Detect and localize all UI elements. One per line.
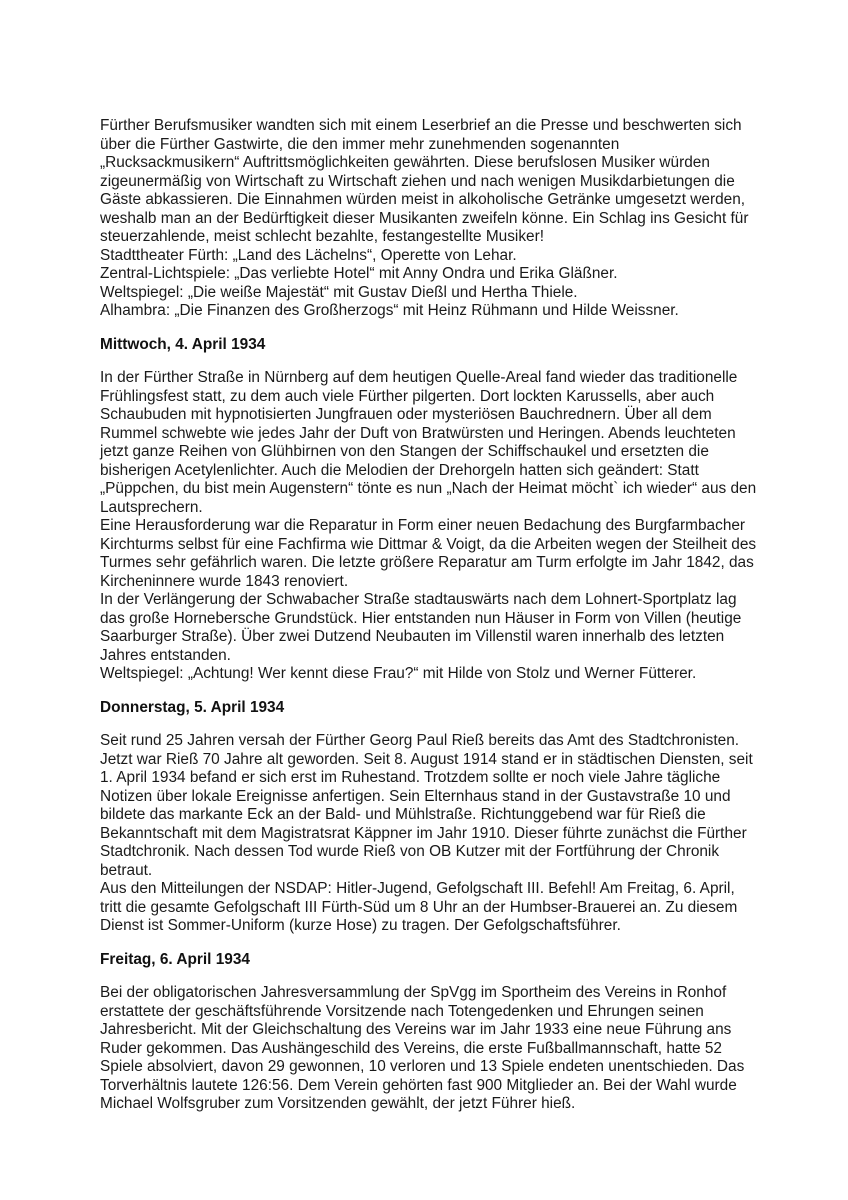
paragraph-nsdap-mitteilungen: Aus den Mitteilungen der NSDAP: Hitler-Jugend, Gefolgschaft III. Befehl! Am Freitag, 6. April, tritt die gesamte Gefolgschaft III Fürth-Süd um 8 Uhr an der Humbser-Brauerei an. Zu diesem Dienst ist Sommer-Uniform (kurze Hose) zu tragen. Der Gefolgschaftsführer. [100, 880, 738, 934]
paragraph-hornebersche-grundstueck: In der Verlängerung der Schwabacher Straße stadtauswärts nach dem Lohnert-Sportplatz lag das große Hornebersche Grundstück. Hier entstanden nun Häuser in Form von Villen (heutige Saarburger Straße). Über zwei Dutzend Neubauten im Villenstil waren innerhalb des letzten Jahres entstanden. [100, 591, 742, 664]
line-zentral-lichtspiele: Zentral-Lichtspiele: „Das verliebte Hotel“ mit Anny Ondra und Erika Gläßner. [100, 265, 618, 282]
document-body [100, 117, 758, 1114]
section-intro [100, 117, 758, 321]
paragraph-georg-paul-riess: Seit rund 25 Jahren versah der Fürther Georg Paul Rieß bereits das Amt des Stadtchronisten. Jetzt war Rieß 70 Jahre alt geworden. Seit 8. August 1914 stand er in städtischen Diensten, seit 1. April 1934 befand er sich erst im Ruhestand. Trotzdem sollte er noch viele Jahre tägliche Notizen über lokale Ereignisse anfertigen. Sein Elternhaus stand in der Gustavstraße 10 und bildete das markante Eck an der Bald- und Mühlstraße. Richtunggebend war für Rieß die Bekanntschaft mit dem Magistratsrat Käppner im Jahr 1910. Dieser führte zunächst die Fürther Stadtchronik. Nach dessen Tod wurde Rieß von OB Kutzer mit der Fortführung der Chronik betraut. [100, 732, 753, 879]
section-donnerstag-5-april-1934 [100, 699, 758, 936]
paragraph-kirchturm-reparatur: Eine Herausforderung war die Reparatur in Form einer neuen Bedachung des Burgfarmbacher Kirchturms selbst für eine Fachfirma wie Dittmar & Voigt, da die Arbeiten wegen der Steilheit des Turmes sehr gefährlich waren. Die letzte größere Reparatur am Turm erfolgte im Jahr 1842, das Kircheninnere wurde 1843 renoviert. [100, 517, 757, 590]
line-weltspiegel: Weltspiegel: „Die weiße Majestät“ mit Gustav Dießl und Hertha Thiele. [100, 283, 578, 301]
line-alhambra: Alhambra: „Die Finanzen des Großherzogs“ mit Heinz Rühmann und Hilde Weissner. [100, 302, 679, 319]
line-weltspiegel-achtung: Weltspiegel: „Achtung! Wer kennt diese Frau?“ mit Hilde von Stolz und Werner Fütterer. [100, 665, 697, 682]
date-heading-donnerstag: Donnerstag, 5. April 1934 [100, 698, 285, 716]
paragraph-musicians-complaint: Fürther Berufsmusiker wandten sich mit einem Leserbrief an die Presse und beschwerten sich über die Fürther Gastwirte, die den immer mehr zunehmenden sogenannten „Rucksackmusikern“ Auftrittsmöglichkeiten gewährten. Diese berufslosen Musiker würden zigeunermäßig von Wirtschaft zu Wirtschaft ziehen und nach wenigen Musikdarbietungen die Gäste abkassieren. Die Einnahmen würden meist in alkoholische Getränke umgesetzt werden, weshalb man an der Bedürftigkeit dieser Musikanten zweifeln könne. Ein Schlag ins Gesicht für steuerzahlende, meist schlecht bezahlte, festangestellte Musiker! [100, 117, 749, 245]
section-freitag-6-april-1934 [100, 951, 758, 1114]
paragraph-fruehlingsfest: In der Fürther Straße in Nürnberg auf dem heutigen Quelle-Areal fand wieder das traditionelle Frühlingsfest statt, zu dem auch viele Fürther pilgerten. Dort lockten Karussells, aber auch Schaubuden mit hypnotisierten Jungfrauen oder mysteriösen Bauchrednern. Über all dem Rummel schwebte wie jedes Jahr der Duft von Bratwürsten und Heringen. Abends leuchteten jetzt ganze Reihen von Glühbirnen von den Stangen der Schiffschaukel und ersetzten die bisherigen Acetylenlichter. Auch die Melodien der Drehorgeln hatten sich geändert: Statt „Püppchen, du bist mein Augenstern“ tönte es nun „Nach der Heimat möcht` ich wieder“ aus den Lautsprechern. [100, 369, 757, 516]
date-heading-mittwoch: Mittwoch, 4. April 1934 [100, 335, 266, 353]
line-stadttheater: Stadttheater Fürth: „Land des Lächelns“, Operette von Lehar. [100, 246, 517, 264]
date-heading-freitag: Freitag, 6. April 1934 [100, 950, 250, 968]
paragraph-spvgg-jahresversammlung: Bei der obligatorischen Jahresversammlung der SpVgg im Sportheim des Vereins in Ronhof erstattete der geschäftsführende Vorsitzende nach Totengedenken und Ehrungen seinen Jahresbericht. Mit der Gleichschaltung des Vereins war im Jahr 1933 eine neue Führung ans Ruder gekommen. Das Aushängeschild des Vereins, die erste Fußballmannschaft, hatte 52 Spiele absolviert, davon 29 gewonnen, 10 verloren und 13 Spiele endeten unentschieden. Das Torverhältnis lautete 126:56. Dem Verein gehörten fast 900 Mitglieder an. Bei der Wahl wurde Michael Wolfsgruber zum Vorsitzenden gewählt, der jetzt Führer hieß. [100, 984, 745, 1112]
section-mittwoch-4-april-1934 [100, 336, 758, 684]
